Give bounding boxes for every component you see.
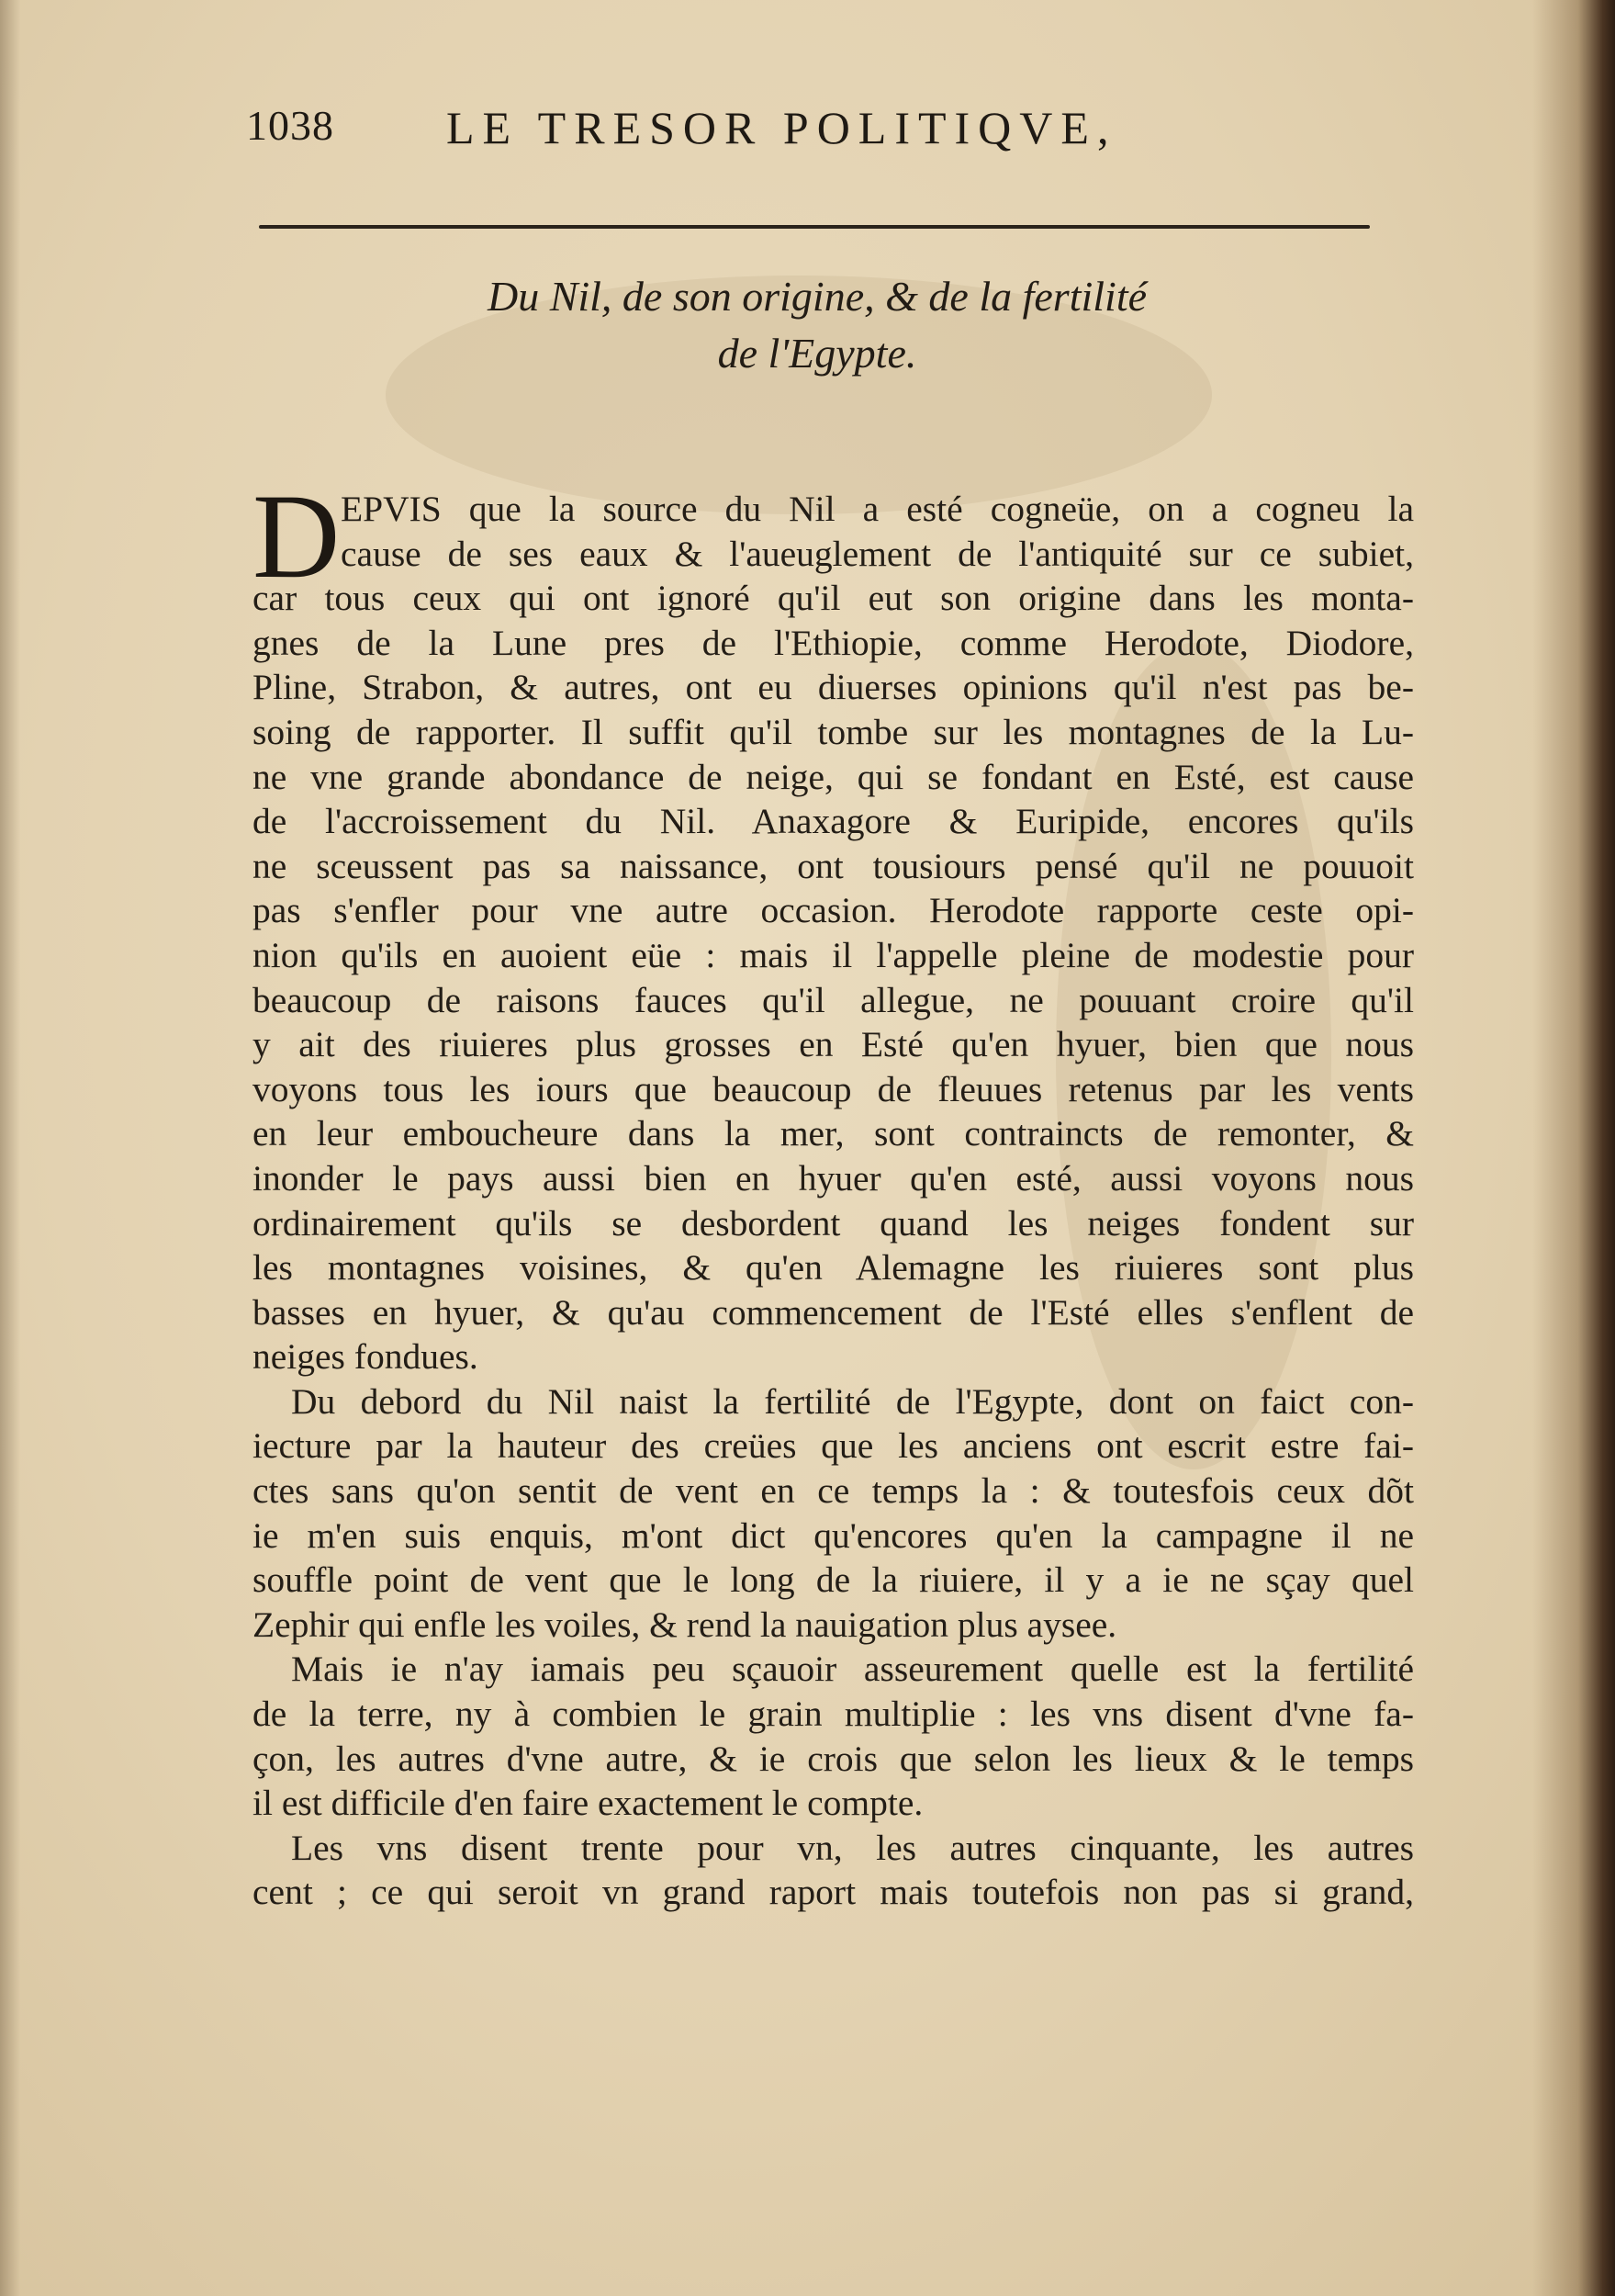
text-line: Les vns disent trente pour vn, les autres cinquante, les autres [291, 1827, 1414, 1868]
section-title [275, 268, 1359, 382]
header-rule [259, 225, 1370, 229]
text-line: iecture par la hauteur des creües que les anciens ont escrit estre fai- [252, 1425, 1414, 1467]
text-line: les montagnes voisines, & qu'en Alemagne les riuieres sont plus [252, 1247, 1414, 1289]
text-line: inonder le pays aussi bien en hyuer qu'en esté, aussi voyons nous [252, 1157, 1414, 1199]
text-line: ordinairement qu'ils se desbordent quand les neiges fondent sur [252, 1202, 1414, 1244]
text-line: car tous ceux qui ont ignoré qu'il eut son origine dans les monta- [252, 578, 1414, 619]
text-line: beaucoup de raisons fauces qu'il allegue, ne pouuant croire qu'il [252, 979, 1414, 1020]
text-line: ie m'en suis enquis, m'ont dict qu'encores qu'en la campagne il ne [252, 1514, 1414, 1556]
text-line: soing de rapporter. Il suffit qu'il tombe sur les montagnes de la Lu- [252, 711, 1414, 752]
text-line: en leur emboucheure dans la mer, sont contraincts de remonter, & [252, 1113, 1414, 1154]
text-line: il est difficile d'en faire exactement le compte. [252, 1783, 924, 1824]
text-line: de l'accroissement du Nil. Anaxagore & Euripide, encores qu'ils [252, 801, 1414, 842]
text-line: Zephir qui enfle les voiles, & rend la nauigation plus aysee. [252, 1604, 1117, 1645]
text-line: pas s'enfler pour vne autre occasion. Herodote rapporte ceste opi- [252, 890, 1414, 931]
drop-cap: D [252, 468, 341, 603]
running-header [246, 101, 1385, 165]
text-line: ne sceussent pas sa naissance, ont tousiours pensé qu'il ne pouuoit [252, 845, 1414, 886]
text-line: cent ; ce qui seroit vn grand raport mais toutefois non pas si grand, [252, 1872, 1414, 1913]
text-line: souffle point de vent que le long de la riuiere, il y a ie ne sçay quel [252, 1559, 1414, 1601]
text-line: neiges fondues. [252, 1336, 478, 1378]
section-title-line-1: Du Nil, de son origine, & de la fertilité [487, 273, 1148, 320]
text-line: çon, les autres d'vne autre, & ie crois que selon les lieux & le temps [252, 1738, 1414, 1779]
page-number: 1038 [246, 102, 334, 149]
text-line: de la terre, ny à combien le grain multiplie : les vns disent d'vne fa- [252, 1694, 1414, 1735]
text-line: cause de ses eaux & l'aueuglement de l'antiquité sur ce subiet, [341, 533, 1414, 574]
text-line: voyons tous les iours que beaucoup de fleuues retenus par les vents [252, 1068, 1414, 1109]
page-left-shadow [0, 0, 20, 2296]
text-line: Mais ie n'ay iamais peu sçauoir asseurement quelle est la fertilité [291, 1649, 1414, 1690]
text-line: Du debord du Nil naist la fertilité de l'Egypte, dont on faict con- [291, 1380, 1414, 1422]
text-line: ctes sans qu'on sentit de vent en ce temps la : & toutesfois ceux dõt [252, 1470, 1414, 1512]
running-title: LE TRESOR POLITIQVE, [446, 102, 1117, 153]
text-line: nion qu'ils en auoient eüe : mais il l'appelle pleine de modestie pour [252, 934, 1414, 975]
body-text [252, 468, 1414, 1915]
section-title-line-2: de l'Egypte. [717, 330, 917, 377]
page-binding-edge [1532, 0, 1615, 2296]
text-line: ne vne grande abondance de neige, qui se fondant en Esté, est cause [252, 756, 1414, 797]
text-line: gnes de la Lune pres de l'Ethiopie, comme Herodote, Diodore, [252, 622, 1414, 663]
text-line: EPVIS que la source du Nil a esté cogneüe, on a cogneu la [341, 489, 1414, 529]
text-line: y ait des riuieres plus grosses en Esté qu'en hyuer, bien que nous [252, 1024, 1414, 1065]
text-line: basses en hyuer, & qu'au commencement de l'Esté elles s'enflent de [252, 1291, 1414, 1333]
text-line: Pline, Strabon, & autres, ont eu diuerses opinions qu'il n'est pas be- [252, 667, 1414, 708]
